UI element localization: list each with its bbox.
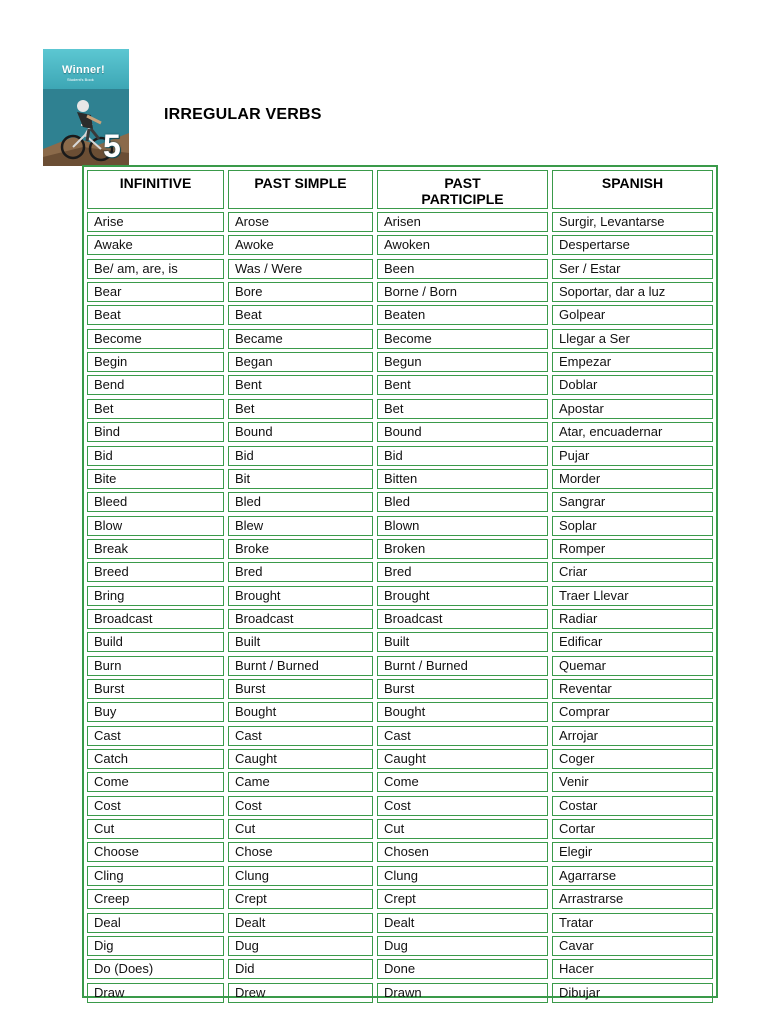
- cell-past-simple: Bit: [228, 469, 373, 489]
- cell-spanish: Arrojar: [552, 726, 713, 746]
- cell-spanish: Soportar, dar a luz: [552, 282, 713, 302]
- cell-past-simple: Built: [228, 632, 373, 652]
- cell-past-participle: Begun: [377, 352, 548, 372]
- cell-past-participle: Come: [377, 772, 548, 792]
- cell-infinitive: Blow: [87, 516, 224, 536]
- cell-past-participle: Brought: [377, 586, 548, 606]
- cover-title: Winner!: [62, 64, 105, 76]
- cell-spanish: Radiar: [552, 609, 713, 629]
- cell-infinitive: Dig: [87, 936, 224, 956]
- cell-past-simple: Beat: [228, 305, 373, 325]
- cell-spanish: Romper: [552, 539, 713, 559]
- cell-infinitive: Cut: [87, 819, 224, 839]
- cell-past-simple: Bid: [228, 446, 373, 466]
- cell-past-participle: Broadcast: [377, 609, 548, 629]
- cell-past-participle: Done: [377, 959, 548, 979]
- cell-past-simple: Became: [228, 329, 373, 349]
- cell-past-participle: Clung: [377, 866, 548, 886]
- cell-infinitive: Build: [87, 632, 224, 652]
- cell-spanish: Cortar: [552, 819, 713, 839]
- cell-past-simple: Drew: [228, 983, 373, 1003]
- cell-past-participle: Broken: [377, 539, 548, 559]
- cell-infinitive: Burst: [87, 679, 224, 699]
- cell-past-participle: Chosen: [377, 842, 548, 862]
- cell-infinitive: Bear: [87, 282, 224, 302]
- cell-past-participle: Blown: [377, 516, 548, 536]
- cell-spanish: Apostar: [552, 399, 713, 419]
- cell-spanish: Golpear: [552, 305, 713, 325]
- cell-past-participle: Bought: [377, 702, 548, 722]
- cell-past-participle: Bound: [377, 422, 548, 442]
- cell-past-participle: Cast: [377, 726, 548, 746]
- cell-infinitive: Cost: [87, 796, 224, 816]
- cell-past-simple: Began: [228, 352, 373, 372]
- cell-infinitive: Draw: [87, 983, 224, 1003]
- cell-spanish: Sangrar: [552, 492, 713, 512]
- cell-past-simple: Crept: [228, 889, 373, 909]
- cell-spanish: Elegir: [552, 842, 713, 862]
- cell-past-simple: Dealt: [228, 913, 373, 933]
- cell-infinitive: Come: [87, 772, 224, 792]
- cell-spanish: Doblar: [552, 375, 713, 395]
- cover-subtitle: Student's Book: [67, 77, 94, 82]
- cell-infinitive: Bid: [87, 446, 224, 466]
- cell-past-simple: Clung: [228, 866, 373, 886]
- cell-spanish: Cavar: [552, 936, 713, 956]
- cell-past-simple: Dug: [228, 936, 373, 956]
- cell-past-simple: Came: [228, 772, 373, 792]
- cell-past-simple: Bought: [228, 702, 373, 722]
- cell-past-participle: Been: [377, 259, 548, 279]
- cell-past-participle: Bled: [377, 492, 548, 512]
- cell-past-participle: Crept: [377, 889, 548, 909]
- cell-past-simple: Broadcast: [228, 609, 373, 629]
- cell-past-simple: Bound: [228, 422, 373, 442]
- cell-past-participle: Caught: [377, 749, 548, 769]
- cell-spanish: Reventar: [552, 679, 713, 699]
- cell-past-participle: Dug: [377, 936, 548, 956]
- cell-past-simple: Broke: [228, 539, 373, 559]
- cell-past-simple: Cut: [228, 819, 373, 839]
- cell-past-participle: Cost: [377, 796, 548, 816]
- cell-past-simple: Bent: [228, 375, 373, 395]
- cell-spanish: Edificar: [552, 632, 713, 652]
- cell-spanish: Atar, encuadernar: [552, 422, 713, 442]
- cell-past-simple: Bled: [228, 492, 373, 512]
- cell-past-participle: Awoken: [377, 235, 548, 255]
- cell-spanish: Despertarse: [552, 235, 713, 255]
- cell-infinitive: Be/ am, are, is: [87, 259, 224, 279]
- cell-infinitive: Bleed: [87, 492, 224, 512]
- cell-infinitive: Cling: [87, 866, 224, 886]
- cell-past-simple: Cost: [228, 796, 373, 816]
- cell-spanish: Ser / Estar: [552, 259, 713, 279]
- cell-past-simple: Did: [228, 959, 373, 979]
- cover-level-number: 5: [103, 128, 121, 164]
- cell-spanish: Comprar: [552, 702, 713, 722]
- cell-infinitive: Awake: [87, 235, 224, 255]
- cell-spanish: Surgir, Levantarse: [552, 212, 713, 232]
- cell-infinitive: Bend: [87, 375, 224, 395]
- cell-past-participle: Become: [377, 329, 548, 349]
- cell-past-simple: Cast: [228, 726, 373, 746]
- cell-spanish: Morder: [552, 469, 713, 489]
- cell-spanish: Hacer: [552, 959, 713, 979]
- cell-infinitive: Deal: [87, 913, 224, 933]
- cell-past-participle: Borne / Born: [377, 282, 548, 302]
- cell-past-participle: Bid: [377, 446, 548, 466]
- cell-infinitive: Catch: [87, 749, 224, 769]
- cell-infinitive: Begin: [87, 352, 224, 372]
- cell-past-participle: Bet: [377, 399, 548, 419]
- cell-past-participle: Bitten: [377, 469, 548, 489]
- cell-past-simple: Chose: [228, 842, 373, 862]
- cell-infinitive: Break: [87, 539, 224, 559]
- header-past-simple: PAST SIMPLE: [228, 170, 373, 209]
- cell-spanish: Agarrarse: [552, 866, 713, 886]
- cell-spanish: Dibujar: [552, 983, 713, 1003]
- cell-infinitive: Broadcast: [87, 609, 224, 629]
- cell-past-simple: Was / Were: [228, 259, 373, 279]
- cell-infinitive: Choose: [87, 842, 224, 862]
- cell-infinitive: Bind: [87, 422, 224, 442]
- cell-infinitive: Bite: [87, 469, 224, 489]
- cell-past-simple: Burnt / Burned: [228, 656, 373, 676]
- cell-past-participle: Bred: [377, 562, 548, 582]
- cell-infinitive: Bring: [87, 586, 224, 606]
- cell-past-simple: Bet: [228, 399, 373, 419]
- header-infinitive: INFINITIVE: [87, 170, 224, 209]
- cell-infinitive: Burn: [87, 656, 224, 676]
- cell-spanish: Empezar: [552, 352, 713, 372]
- cell-spanish: Criar: [552, 562, 713, 582]
- cell-spanish: Coger: [552, 749, 713, 769]
- cell-infinitive: Become: [87, 329, 224, 349]
- cell-past-simple: Blew: [228, 516, 373, 536]
- cell-infinitive: Do (Does): [87, 959, 224, 979]
- cell-spanish: Quemar: [552, 656, 713, 676]
- cell-infinitive: Bet: [87, 399, 224, 419]
- cell-spanish: Soplar: [552, 516, 713, 536]
- header-spanish: SPANISH: [552, 170, 713, 209]
- cell-past-simple: Arose: [228, 212, 373, 232]
- cell-spanish: Arrastrarse: [552, 889, 713, 909]
- cell-spanish: Tratar: [552, 913, 713, 933]
- cell-past-simple: Awoke: [228, 235, 373, 255]
- cell-past-participle: Burnt / Burned: [377, 656, 548, 676]
- cell-past-simple: Brought: [228, 586, 373, 606]
- cell-past-simple: Bore: [228, 282, 373, 302]
- cell-spanish: Llegar a Ser: [552, 329, 713, 349]
- page-title: IRREGULAR VERBS: [164, 106, 322, 123]
- cell-spanish: Costar: [552, 796, 713, 816]
- cell-infinitive: Beat: [87, 305, 224, 325]
- cell-past-participle: Built: [377, 632, 548, 652]
- cell-infinitive: Buy: [87, 702, 224, 722]
- cell-infinitive: Creep: [87, 889, 224, 909]
- cell-spanish: Pujar: [552, 446, 713, 466]
- cell-past-participle: Drawn: [377, 983, 548, 1003]
- cell-past-participle: Cut: [377, 819, 548, 839]
- cell-spanish: Traer Llevar: [552, 586, 713, 606]
- cell-infinitive: Arise: [87, 212, 224, 232]
- cell-infinitive: Cast: [87, 726, 224, 746]
- cell-infinitive: Breed: [87, 562, 224, 582]
- cell-past-participle: Burst: [377, 679, 548, 699]
- cell-spanish: Venir: [552, 772, 713, 792]
- header-past-participle: PAST PARTICIPLE: [377, 170, 548, 209]
- cell-past-participle: Arisen: [377, 212, 548, 232]
- cell-past-participle: Bent: [377, 375, 548, 395]
- cell-past-simple: Burst: [228, 679, 373, 699]
- cell-past-participle: Beaten: [377, 305, 548, 325]
- book-cover-image: [43, 49, 129, 166]
- cell-past-participle: Dealt: [377, 913, 548, 933]
- irregular-verbs-table: [82, 165, 718, 998]
- cell-past-simple: Caught: [228, 749, 373, 769]
- cell-past-simple: Bred: [228, 562, 373, 582]
